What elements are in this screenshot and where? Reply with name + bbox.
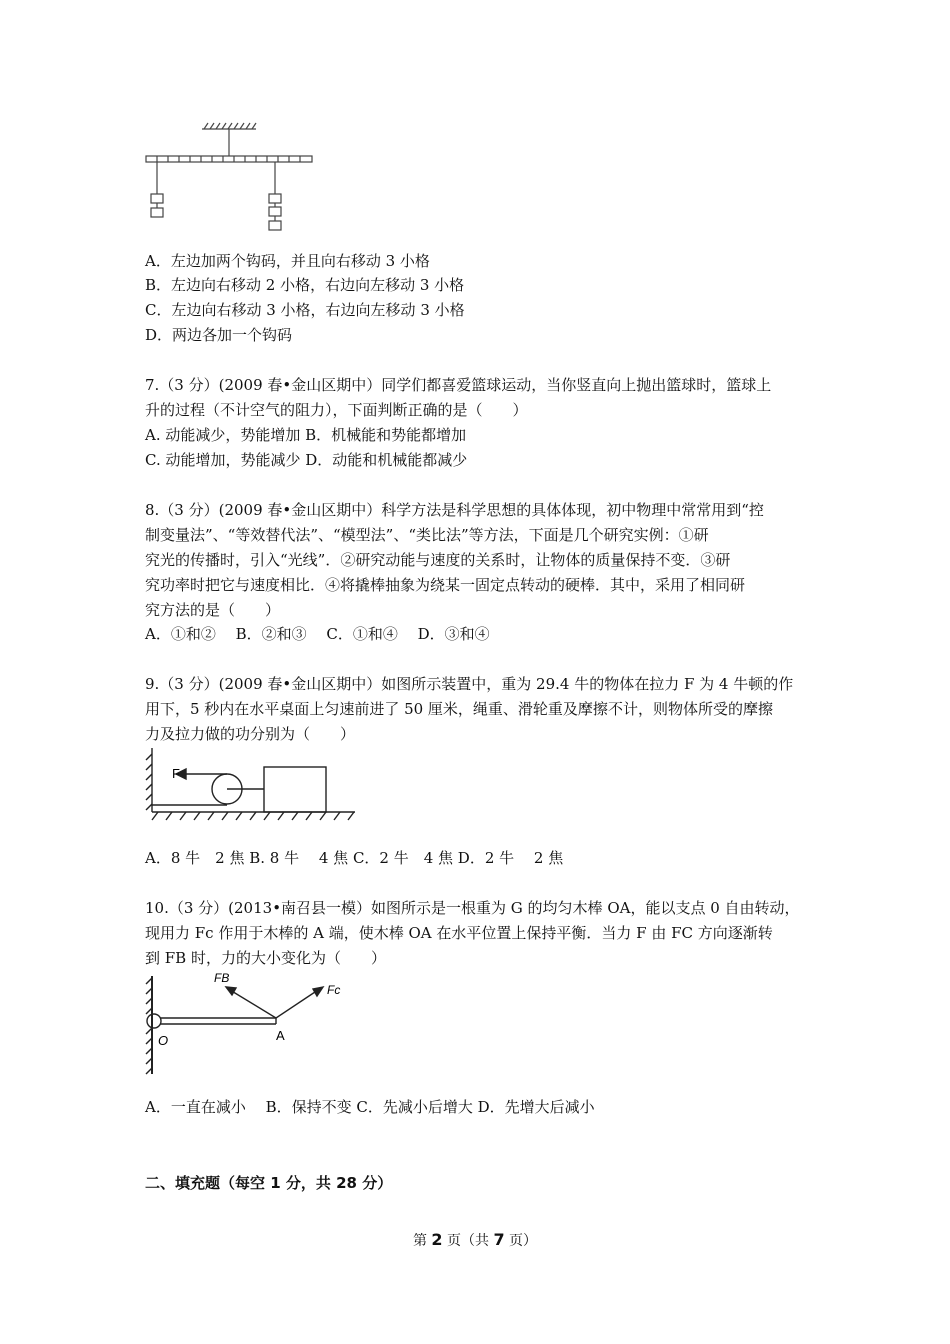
q8-stem-line-2: 制变量法”、“等效替代法”、“模型法”、“类比法”等方法，下面是几个研究实例：①研 [145,526,709,544]
pulley-block-figure [140,748,360,828]
section-heading: 二、填充题（每空 1 分，共 28 分） [145,1174,393,1192]
q6-option-a: A．左边加两个钩码，并且向右移动 3 小格 [145,252,430,270]
q7-option-ab: A. 动能减少，势能增加 B．机械能和势能都增加 [145,426,467,444]
end-a-label: A [276,1028,285,1043]
q10-stem-line-2: 现用力 Fc 作用于木棒的 A 端，使木棒 OA 在水平位置上保持平衡．当力 F 由 FC 方向逐渐转 [145,924,773,942]
lever-balance-figure [140,120,320,240]
page-footer [0,1230,950,1250]
q9-stem-line-1: 9.（3 分）(2009 春•金山区期中）如图所示装置中，重为 29.4 牛的物体在拉力 F 为 4 牛顿的作 [145,675,794,693]
q9-stem-line-2: 用下，5 秒内在水平桌面上匀速前进了 50 厘米，绳重、滑轮重及摩擦不计，则物体所受的摩擦 [145,700,773,718]
footer-suffix: 页） [509,1233,538,1249]
q6-option-d: D．两边各加一个钩码 [145,326,293,344]
q10-stem-line-1: 10.（3 分）(2013•南召县一模）如图所示是一根重为 G 的均匀木棒 OA，能以支点 0 自由转动， [145,899,800,917]
q10-stem-line-3: 到 FB 时，力的大小变化为（ ） [145,949,386,967]
q7-option-cd: C. 动能增加，势能减少 D．动能和机械能都减少 [145,451,468,469]
footer-middle: 页（共 [447,1233,489,1249]
q6-option-c: C．左边向右移动 3 小格，右边向左移动 3 小格 [145,301,465,319]
q8-stem-line-1: 8.（3 分）(2009 春•金山区期中）科学方法是科学思想的具体体现，初中物理中常常用到“控 [145,501,764,519]
footer-total-pages: 7 [493,1230,505,1249]
q9-options: A．8 牛 2 焦 B. 8 牛 4 焦 C．2 牛 4 焦 D．2 牛 2 焦 [145,849,564,867]
pivot-o-label: O [158,1033,169,1048]
q8-options: A．①和② B．②和③ C．①和④ D．③和④ [145,625,490,643]
q7-stem-line-1: 7.（3 分）(2009 春•金山区期中）同学们都喜爱篮球运动，当你竖直向上抛出篮球时，篮球上 [145,376,772,394]
q7-stem-line-2: 升的过程（不计空气的阻力），下面判断正确的是（ ） [145,401,528,419]
footer-prefix: 第 [412,1233,427,1249]
force-f-label: F [172,766,180,781]
footer-page-number: 2 [431,1230,443,1249]
q6-option-b: B．左边向右移动 2 小格，右边向左移动 3 小格 [145,276,465,294]
q10-options: A．一直在减小 B．保持不变 C．先减小后增大 D．先增大后减小 [145,1098,595,1116]
rod-force-figure [140,968,360,1076]
q8-stem-line-5: 究方法的是（ ） [145,601,281,619]
q8-stem-line-3: 究光的传播时，引入“光线”．②研究动能与速度的关系时，让物体的质量保持不变．③研 [145,551,731,569]
q8-stem-line-4: 究功率时把它与速度相比．④将撬棒抽象为绕某一固定点转动的硬棒．其中，采用了相同研 [145,576,746,594]
force-fc-label: Fc [327,983,341,997]
force-fb-label: FB [214,971,230,985]
q9-stem-line-3: 力及拉力做的功分别为（ ） [145,725,356,743]
